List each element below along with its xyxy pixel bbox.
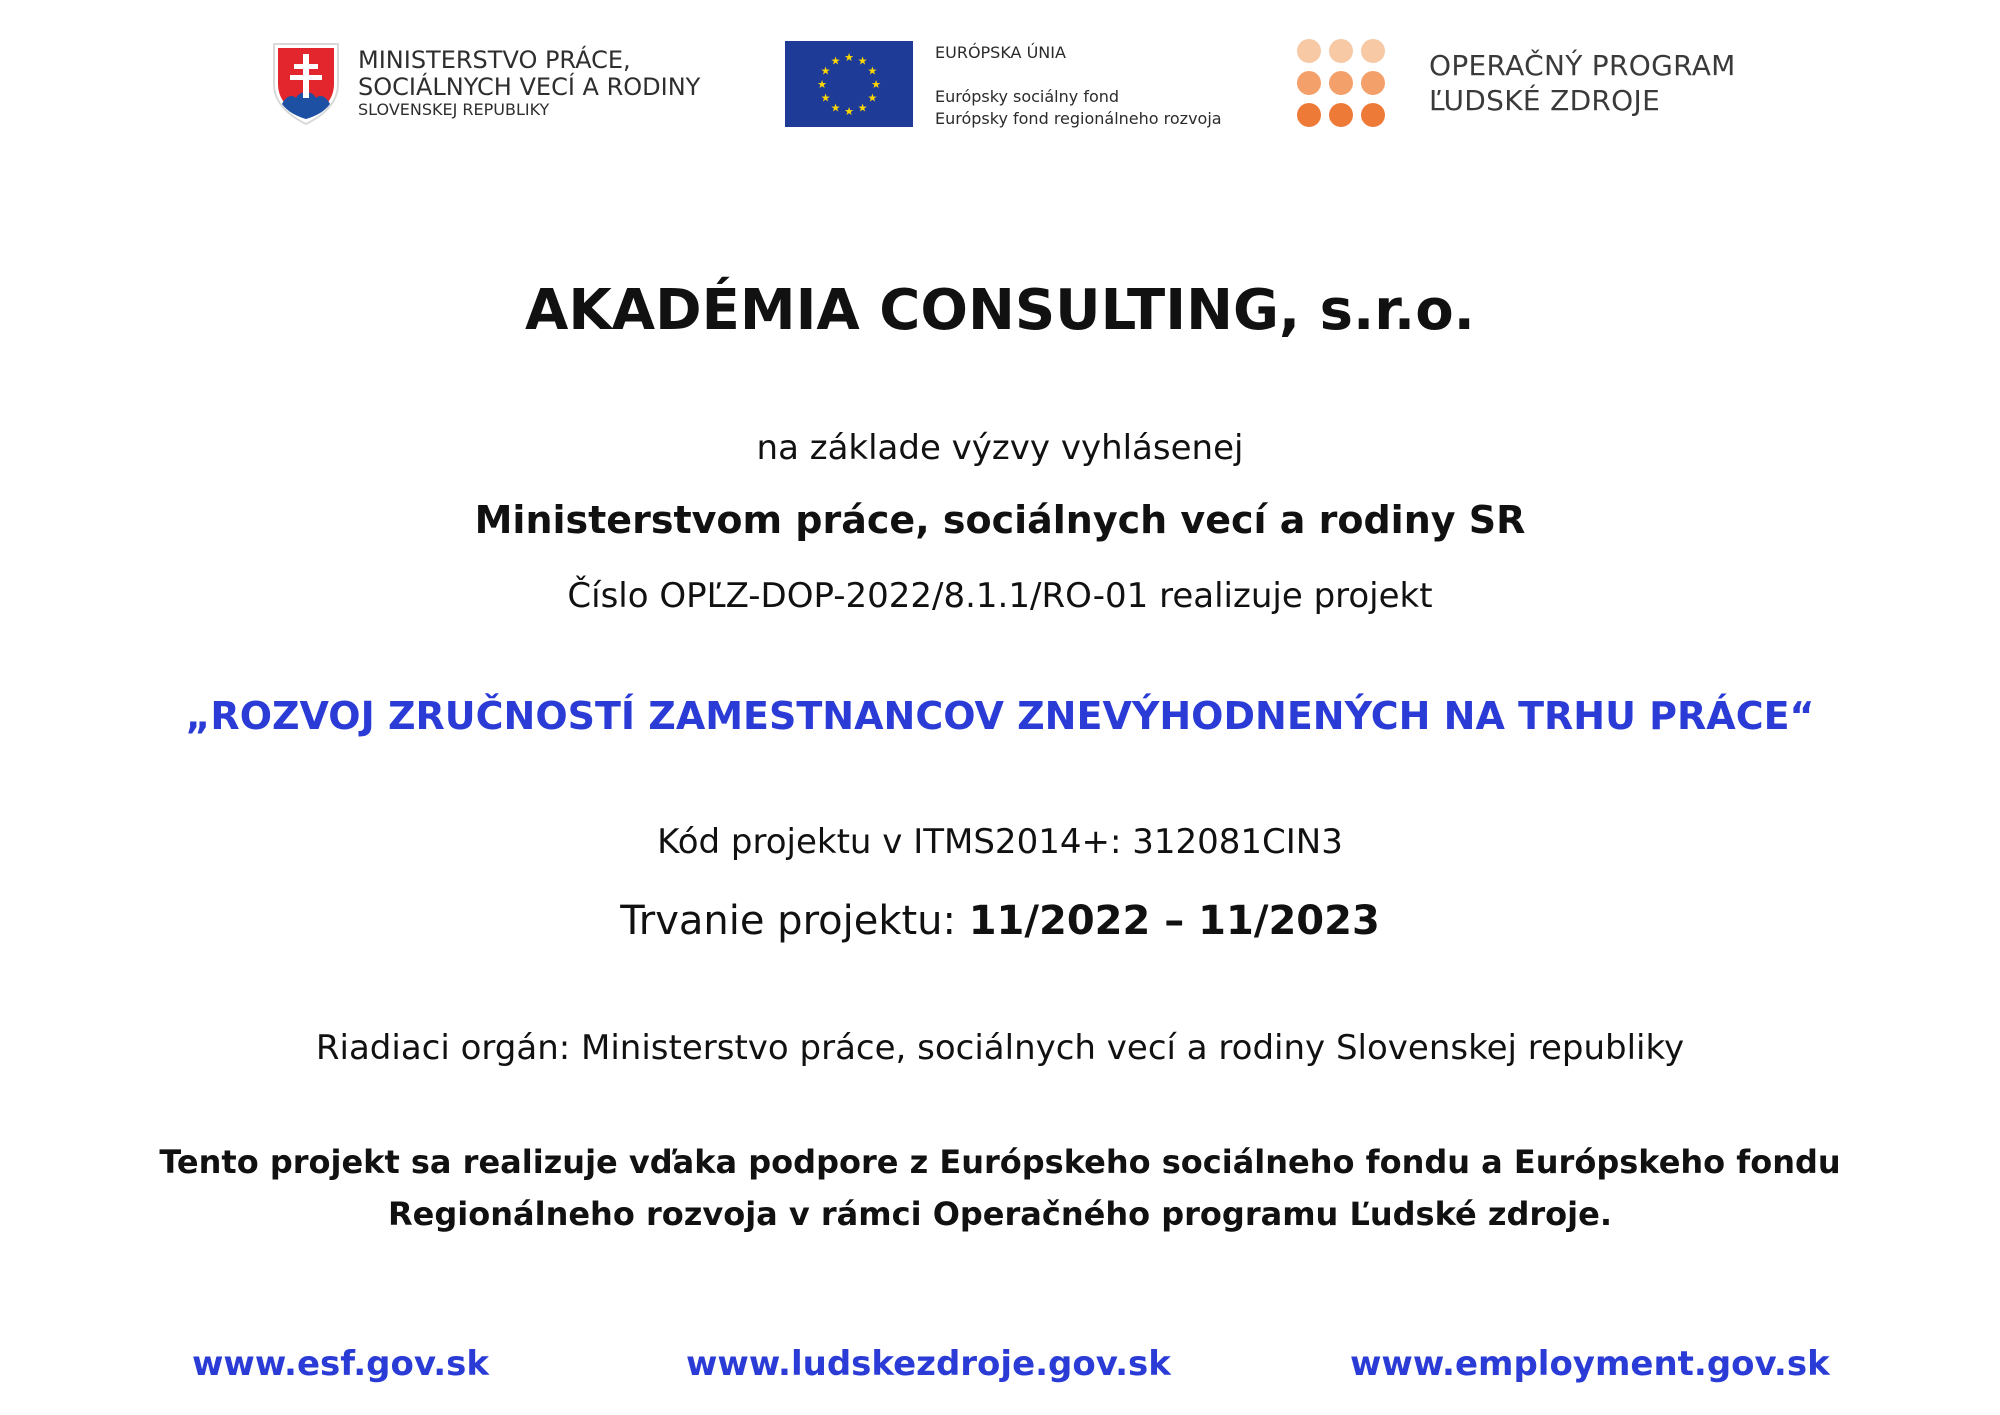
support-statement: [0, 1136, 2000, 1240]
eu-star-icon: ★: [830, 101, 841, 115]
program-logo-dot: [1361, 103, 1385, 127]
ludskezdroje-link[interactable]: www.ludskezdroje.gov.sk: [686, 1344, 1171, 1384]
eu-logo-line-2: Európsky sociálny fond: [935, 87, 1120, 106]
program-logo-line-2: ĽUDSKÉ ZDROJE: [1429, 84, 1661, 117]
program-logo-dot: [1361, 71, 1385, 95]
support-line-2: Regionálneho rozvoja v rámci Operačného programu Ľudské zdroje.: [388, 1195, 1612, 1233]
company-name: AKADÉMIA CONSULTING, s.r.o.: [525, 278, 1475, 343]
duration-value: 11/2022 – 11/2023: [968, 898, 1380, 944]
managing-authority-line: Riadiaci orgán: Ministerstvo práce, sociálnych vecí a rodiny Slovenskej republiky: [315, 1028, 1685, 1068]
program-logo-dot: [1297, 71, 1321, 95]
eu-star-icon: ★: [867, 91, 878, 105]
eu-logo-line-3: Európsky fond regionálneho rozvoja: [935, 109, 1222, 128]
program-logo-dot: [1297, 103, 1321, 127]
eu-star-icon: ★: [857, 54, 868, 68]
eu-star-icon: ★: [857, 101, 868, 115]
call-number-line: Číslo OPĽZ-DOP-2022/8.1.1/RO-01 realizuje projekt: [567, 576, 1433, 616]
eu-star-icon: ★: [830, 54, 841, 68]
program-logo-dot: [1329, 103, 1353, 127]
ministry-logo: [270, 38, 700, 128]
eu-logo-line-1: EURÓPSKA ÚNIA: [935, 43, 1066, 62]
program-logo-dot: [1329, 39, 1353, 63]
duration-label: Trvanie projektu:: [620, 898, 969, 944]
slovak-coat-of-arms-icon: [270, 40, 342, 126]
employment-link[interactable]: www.employment.gov.sk: [1350, 1344, 1830, 1384]
eu-star-icon: ★: [844, 51, 854, 64]
ministry-logo-line-1: MINISTERSTVO PRÁCE,: [358, 46, 631, 74]
eu-star-icon: ★: [871, 78, 881, 91]
ministry-logo-line-2: SOCIÁLNYCH VECÍ A RODINY: [358, 73, 701, 101]
orange-dots-grid-icon: [1295, 37, 1387, 129]
intro-text: na základe výzvy vyhlásenej: [756, 428, 1244, 468]
program-logo-line-1: OPERAČNÝ PROGRAM: [1429, 49, 1736, 82]
program-logo-dot: [1329, 71, 1353, 95]
project-duration: [0, 898, 2000, 944]
eu-flag-icon: [785, 41, 913, 127]
eu-star-icon: ★: [844, 105, 854, 118]
support-line-1: Tento projekt sa realizuje vďaka podpore z Európskeho sociálneho fondu a Európskeho fondu: [159, 1143, 1841, 1181]
operational-program-logo: [1295, 36, 1736, 130]
eu-star-icon: ★: [867, 64, 878, 78]
project-code-line: Kód projektu v ITMS2014+: 312081CIN3: [657, 822, 1343, 862]
ministry-line: Ministerstvom práce, sociálnych vecí a rodiny SR: [474, 498, 1526, 542]
program-logo-dot: [1361, 39, 1385, 63]
project-name: „ROZVOJ ZRUČNOSTÍ ZAMESTNANCOV ZNEVÝHODNENÝCH NA TRHU PRÁCE“: [185, 694, 1815, 738]
eu-star-icon: ★: [820, 64, 831, 78]
ministry-logo-line-3: SLOVENSKEJ REPUBLIKY: [358, 100, 550, 119]
eu-star-icon: ★: [817, 78, 827, 91]
eu-star-icon: ★: [820, 91, 831, 105]
program-logo-dot: [1297, 39, 1321, 63]
esf-link[interactable]: www.esf.gov.sk: [192, 1344, 489, 1384]
eu-logo: [785, 38, 1265, 130]
